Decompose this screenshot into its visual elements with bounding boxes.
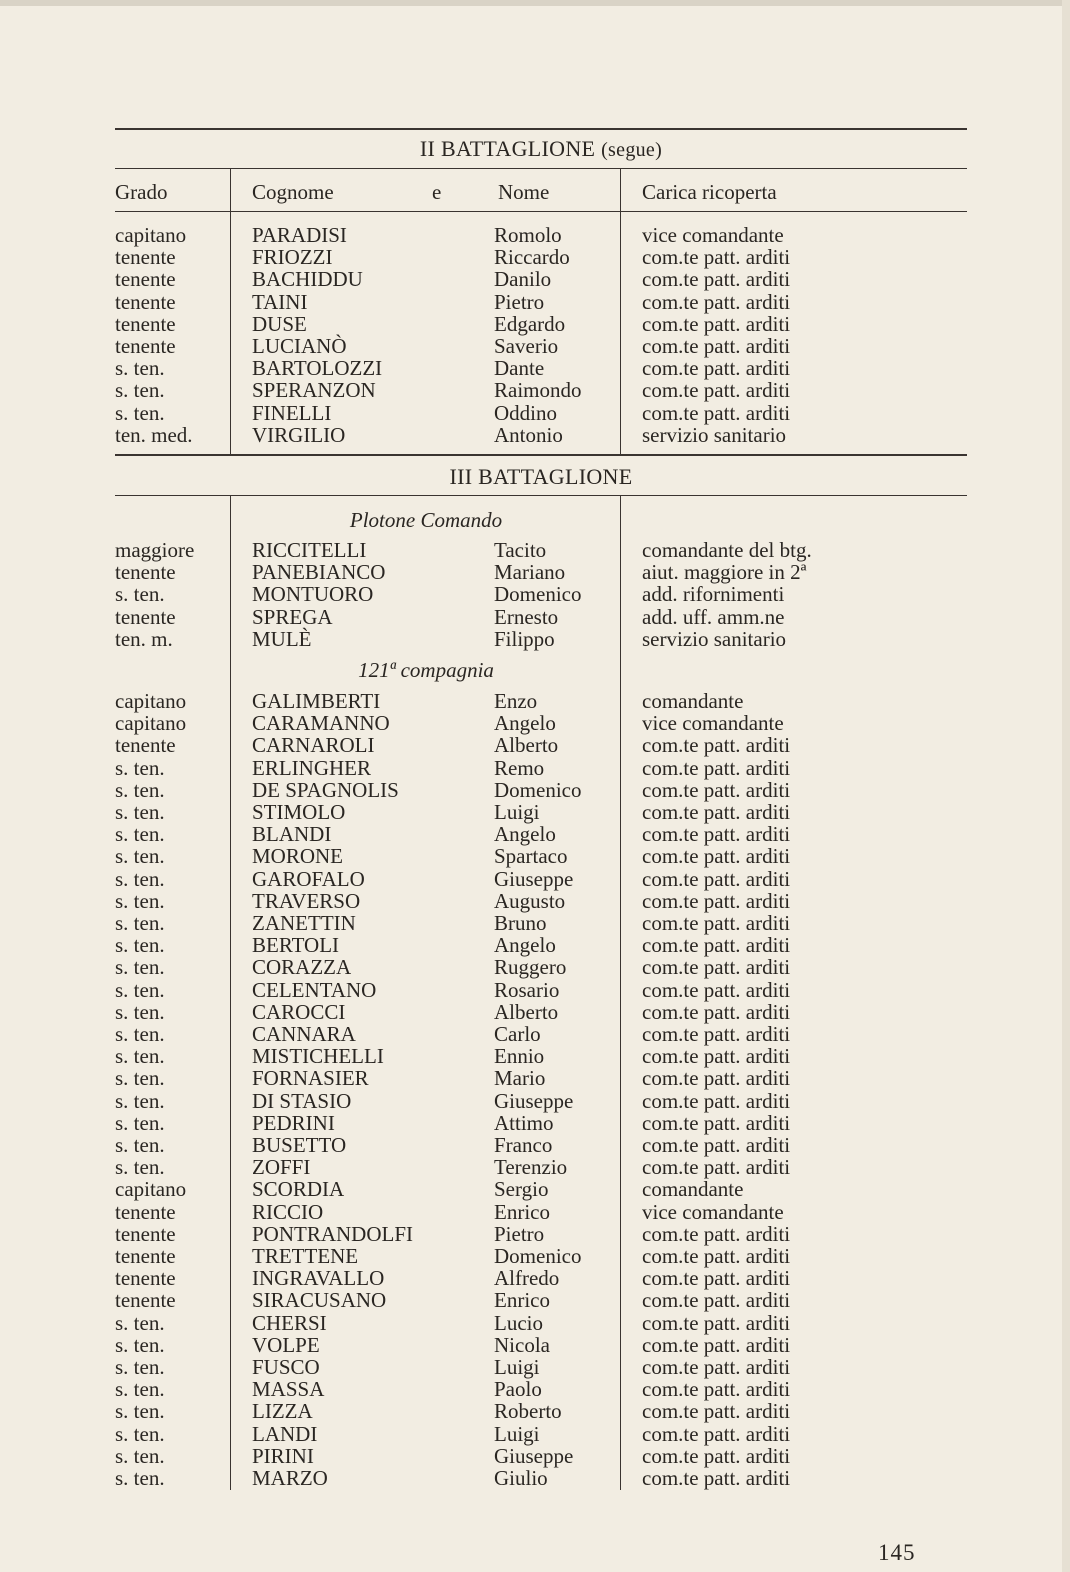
table-row <box>0 779 1070 801</box>
page-edge <box>0 0 1070 6</box>
cognome-cell: MORONE <box>252 844 344 869</box>
table-row <box>0 1334 1070 1356</box>
grado-cell: s. ten. <box>115 866 165 891</box>
nome-cell: Luigi <box>494 1421 540 1446</box>
cognome-cell: MARZO <box>252 1466 328 1490</box>
nome-cell: Romolo <box>494 223 562 247</box>
table-row <box>0 1267 1070 1289</box>
subhead-121-compagnia: 121ª compagnia <box>358 658 494 682</box>
grado-cell: tenente <box>115 245 176 270</box>
cognome-cell: TAINI <box>252 289 308 314</box>
grado-cell: s. ten. <box>115 1466 165 1490</box>
rule-header-bottom <box>115 211 967 212</box>
nome-cell: Oddino <box>494 400 557 425</box>
cognome-cell: MISTICHELLI <box>252 1044 384 1069</box>
grado-cell: s. ten. <box>115 400 165 425</box>
table-row <box>0 561 1070 583</box>
table-row <box>0 1356 1070 1378</box>
table-row <box>0 539 1070 561</box>
cognome-cell: PIRINI <box>252 1443 314 1468</box>
table-row <box>0 801 1070 823</box>
nome-cell: Lucio <box>494 1310 543 1335</box>
nome-cell: Carlo <box>494 1022 541 1046</box>
carica-cell: com.te patt. arditi <box>642 334 791 358</box>
cognome-cell: PONTRANDOLFI <box>252 1221 414 1246</box>
table-row <box>0 1201 1070 1223</box>
table-row <box>0 1400 1070 1422</box>
nome-cell: Angelo <box>494 822 556 847</box>
grado-cell: ten. m. <box>115 626 173 651</box>
cognome-cell: LUCIANÒ <box>252 334 347 358</box>
table-row <box>0 246 1070 268</box>
cognome-cell: MASSA <box>252 1377 325 1402</box>
carica-cell: com.te patt. arditi <box>642 977 791 1002</box>
cognome-cell: BERTOLI <box>252 933 340 958</box>
nome-cell: Filippo <box>494 626 555 651</box>
grado-cell: s. ten. <box>115 356 165 381</box>
table-row <box>0 1223 1070 1245</box>
carica-cell: servizio sanitario <box>642 626 787 651</box>
nome-cell: Domenico <box>494 1244 582 1268</box>
nome-cell: Pietro <box>494 289 545 314</box>
cognome-cell: CANNARA <box>252 1022 356 1046</box>
carica-cell: com.te patt. arditi <box>642 933 791 958</box>
carica-cell: vice comandante <box>642 223 784 247</box>
grado-cell: tenente <box>115 289 176 314</box>
grado-cell: s. ten. <box>115 1421 165 1446</box>
nome-cell: Pietro <box>494 1221 545 1246</box>
table-row <box>0 845 1070 867</box>
nome-cell: Riccardo <box>494 245 570 270</box>
table-row <box>0 1378 1070 1400</box>
table-row <box>0 1001 1070 1023</box>
table-row <box>0 606 1070 628</box>
grado-cell: s. ten. <box>115 999 165 1024</box>
nome-cell: Luigi <box>494 1355 540 1379</box>
nome-cell: Bruno <box>494 911 547 935</box>
cognome-cell: ZANETTIN <box>252 911 356 935</box>
carica-cell: com.te patt. arditi <box>642 400 791 425</box>
carica-cell: com.te patt. arditi <box>642 777 791 802</box>
table-row <box>0 424 1070 446</box>
carica-cell: com.te patt. arditi <box>642 1044 791 1069</box>
nome-cell: Alberto <box>494 999 559 1024</box>
grado-cell: s. ten. <box>115 1155 165 1180</box>
cognome-cell: CELENTANO <box>252 977 377 1002</box>
table-row <box>0 712 1070 734</box>
carica-cell: com.te patt. arditi <box>642 1066 791 1091</box>
nome-cell: Sergio <box>494 1177 549 1202</box>
nome-cell: Giuseppe <box>494 1443 574 1468</box>
carica-cell: com.te patt. arditi <box>642 999 791 1024</box>
carica-cell: com.te patt. arditi <box>642 356 791 381</box>
cognome-cell: DE SPAGNOLIS <box>252 777 399 802</box>
header-grado: Grado <box>115 180 168 204</box>
carica-cell: com.te patt. arditi <box>642 1133 791 1157</box>
cognome-cell: DUSE <box>252 311 307 336</box>
carica-cell: com.te patt. arditi <box>642 866 791 891</box>
table-row <box>0 979 1070 1001</box>
grado-cell: s. ten. <box>115 800 165 824</box>
cognome-cell: VIRGILIO <box>252 422 346 447</box>
grado-cell: s. ten. <box>115 1133 165 1157</box>
section-title-suffix: (segue) <box>601 139 663 161</box>
carica-cell: com.te patt. arditi <box>642 1288 791 1313</box>
table-row <box>0 1178 1070 1200</box>
nome-cell: Remo <box>494 755 545 780</box>
carica-cell: com.te patt. arditi <box>642 755 791 780</box>
cognome-cell: GALIMBERTI <box>252 689 381 713</box>
rule-section-divider <box>115 454 967 456</box>
carica-cell: com.te patt. arditi <box>642 844 791 869</box>
cognome-cell: FINELLI <box>252 400 332 425</box>
nome-cell: Angelo <box>494 711 556 736</box>
carica-cell: com.te patt. arditi <box>642 1443 791 1468</box>
grado-cell: s. ten. <box>115 1377 165 1402</box>
nome-cell: Ruggero <box>494 955 567 980</box>
grado-cell: capitano <box>115 689 187 713</box>
cognome-cell: CARNAROLI <box>252 733 375 758</box>
table-row <box>0 379 1070 401</box>
cognome-cell: TRAVERSO <box>252 888 361 913</box>
grado-cell: s. ten. <box>115 378 165 403</box>
table-row <box>0 335 1070 357</box>
cognome-cell: SCORDIA <box>252 1177 345 1202</box>
carica-cell: com.te patt. arditi <box>642 1110 791 1135</box>
grado-cell: tenente <box>115 311 176 336</box>
nome-cell: Enzo <box>494 689 538 713</box>
grado-cell: maggiore <box>115 538 195 562</box>
cognome-cell: ERLINGHER <box>252 755 371 780</box>
carica-cell: comandante <box>642 689 744 713</box>
table-row <box>0 890 1070 912</box>
nome-cell: Attimo <box>494 1110 554 1135</box>
carica-cell: com.te patt. arditi <box>642 955 791 980</box>
nome-cell: Terenzio <box>494 1155 568 1180</box>
table-row <box>0 1156 1070 1178</box>
header-nome: Nome <box>498 180 550 204</box>
grado-cell: s. ten. <box>115 822 165 847</box>
cognome-cell: FORNASIER <box>252 1066 369 1091</box>
grado-cell: s. ten. <box>115 1399 165 1424</box>
nome-cell: Roberto <box>494 1399 562 1424</box>
cognome-cell: ZOFFI <box>252 1155 311 1180</box>
table-row <box>0 1289 1070 1311</box>
table-row <box>0 1467 1070 1489</box>
carica-cell: com.te patt. arditi <box>642 1421 791 1446</box>
table-row <box>0 1312 1070 1334</box>
grado-cell: tenente <box>115 1221 176 1246</box>
nome-cell: Domenico <box>494 582 582 607</box>
grado-cell: tenente <box>115 1266 176 1291</box>
carica-cell: com.te patt. arditi <box>642 378 791 403</box>
nome-cell: Edgardo <box>494 311 566 336</box>
nome-cell: Spartaco <box>494 844 568 869</box>
cognome-cell: FRIOZZI <box>252 245 333 270</box>
grado-cell: s. ten. <box>115 955 165 980</box>
header-carica: Carica ricoperta <box>642 180 777 204</box>
cognome-cell: BLANDI <box>252 822 332 847</box>
grado-cell: s. ten. <box>115 1310 165 1335</box>
carica-cell: com.te patt. arditi <box>642 1221 791 1246</box>
nome-cell: Ernesto <box>494 604 559 629</box>
table-row <box>0 757 1070 779</box>
table-row <box>0 1445 1070 1467</box>
grado-cell: s. ten. <box>115 1443 165 1468</box>
carica-cell: add. rifornimenti <box>642 582 785 607</box>
section-title-ii-battaglione <box>115 136 967 162</box>
table-row <box>0 934 1070 956</box>
cognome-cell: CHERSI <box>252 1310 327 1335</box>
nome-cell: Giuseppe <box>494 1088 574 1113</box>
grado-cell: tenente <box>115 1199 176 1224</box>
table-row <box>0 291 1070 313</box>
cognome-cell: CORAZZA <box>252 955 352 980</box>
grado-cell: s. ten. <box>115 582 165 607</box>
nome-cell: Saverio <box>494 334 559 358</box>
grado-cell: s. ten. <box>115 1110 165 1135</box>
table-row <box>0 1112 1070 1134</box>
page-number: 145 <box>878 1540 916 1565</box>
nome-cell: Dante <box>494 356 545 381</box>
carica-cell: com.te patt. arditi <box>642 1332 791 1357</box>
nome-cell: Raimondo <box>494 378 582 403</box>
table-row <box>0 357 1070 379</box>
carica-cell: com.te patt. arditi <box>642 1155 791 1180</box>
nome-cell: Antonio <box>494 422 563 447</box>
grado-cell: tenente <box>115 1244 176 1268</box>
cognome-cell: VOLPE <box>252 1332 320 1357</box>
table-row <box>0 313 1070 335</box>
nome-cell: Angelo <box>494 933 556 958</box>
carica-cell: com.te patt. arditi <box>642 733 791 758</box>
grado-cell: tenente <box>115 560 176 585</box>
nome-cell: Rosario <box>494 977 560 1002</box>
nome-cell: Enrico <box>494 1288 550 1313</box>
table-row <box>0 1023 1070 1045</box>
table-row <box>0 628 1070 650</box>
cognome-cell: TRETTENE <box>252 1244 359 1268</box>
table-row <box>0 868 1070 890</box>
nome-cell: Mario <box>494 1066 546 1091</box>
header-cognome: Cognome <box>252 180 334 204</box>
grado-cell: s. ten. <box>115 1044 165 1069</box>
carica-cell: vice comandante <box>642 1199 784 1224</box>
carica-cell: com.te patt. arditi <box>642 1310 791 1335</box>
table-row <box>0 1134 1070 1156</box>
carica-cell: com.te patt. arditi <box>642 1266 791 1291</box>
carica-cell: com.te patt. arditi <box>642 1355 791 1379</box>
section-title-text: III BATTAGLIONE <box>449 464 633 489</box>
cognome-cell: BACHIDDU <box>252 267 363 292</box>
cognome-cell: PEDRINI <box>252 1110 335 1135</box>
nome-cell: Tacito <box>494 538 547 562</box>
grado-cell: s. ten. <box>115 1066 165 1091</box>
nome-cell: Franco <box>494 1133 553 1157</box>
carica-cell: comandante <box>642 1177 744 1202</box>
carica-cell: com.te patt. arditi <box>642 1466 791 1490</box>
carica-cell: com.te patt. arditi <box>642 1088 791 1113</box>
cognome-cell: BARTOLOZZI <box>252 356 383 381</box>
grado-cell: s. ten. <box>115 755 165 780</box>
table-row <box>0 1245 1070 1267</box>
cognome-cell: CARAMANNO <box>252 711 390 736</box>
nome-cell: Alberto <box>494 733 559 758</box>
cognome-cell: CAROCCI <box>252 999 346 1024</box>
nome-cell: Paolo <box>494 1377 542 1402</box>
carica-cell: com.te patt. arditi <box>642 289 791 314</box>
cognome-cell: FUSCO <box>252 1355 320 1379</box>
cognome-cell: SIRACUSANO <box>252 1288 387 1313</box>
cognome-cell: LIZZA <box>252 1399 313 1424</box>
carica-cell: com.te patt. arditi <box>642 311 791 336</box>
grado-cell: s. ten. <box>115 844 165 869</box>
cognome-cell: MULÈ <box>252 626 312 651</box>
grado-cell: capitano <box>115 223 187 247</box>
grado-cell: capitano <box>115 1177 187 1202</box>
grado-cell: s. ten. <box>115 1355 165 1379</box>
carica-cell: com.te patt. arditi <box>642 888 791 913</box>
nome-cell: Alfredo <box>494 1266 560 1291</box>
table-row <box>0 1067 1070 1089</box>
table-row <box>0 823 1070 845</box>
table-row <box>0 690 1070 712</box>
grado-cell: capitano <box>115 711 187 736</box>
table-row <box>0 1090 1070 1112</box>
carica-cell: com.te patt. arditi <box>642 800 791 824</box>
grado-cell: tenente <box>115 334 176 358</box>
rule-top <box>115 128 967 130</box>
cognome-cell: PANEBIANCO <box>252 560 386 585</box>
nome-cell: Luigi <box>494 800 540 824</box>
carica-cell: com.te patt. arditi <box>642 911 791 935</box>
nome-cell: Danilo <box>494 267 552 292</box>
table-row <box>0 402 1070 424</box>
carica-cell: com.te patt. arditi <box>642 1377 791 1402</box>
cognome-cell: MONTUORO <box>252 582 374 607</box>
grado-cell: s. ten. <box>115 888 165 913</box>
nome-cell: Giulio <box>494 1466 548 1490</box>
nome-cell: Enrico <box>494 1199 550 1224</box>
carica-cell: com.te patt. arditi <box>642 1399 791 1424</box>
cognome-cell: RICCIO <box>252 1199 324 1224</box>
grado-cell: s. ten. <box>115 777 165 802</box>
grado-cell: tenente <box>115 267 176 292</box>
grado-cell: s. ten. <box>115 911 165 935</box>
grado-cell: s. ten. <box>115 933 165 958</box>
carica-cell: com.te patt. arditi <box>642 1244 791 1268</box>
section-title-text: II BATTAGLIONE <box>419 136 596 161</box>
grado-cell: s. ten. <box>115 1022 165 1046</box>
grado-cell: tenente <box>115 604 176 629</box>
carica-cell: aiut. maggiore in 2ª <box>642 560 807 585</box>
table-row <box>0 1423 1070 1445</box>
carica-cell: com.te patt. arditi <box>642 1022 791 1046</box>
carica-cell: com.te patt. arditi <box>642 822 791 847</box>
table-row <box>0 224 1070 246</box>
section-title-iii-battaglione <box>115 464 967 490</box>
cognome-cell: SPERANZON <box>252 378 376 403</box>
carica-cell: comandante del btg. <box>642 538 812 562</box>
nome-cell: Nicola <box>494 1332 550 1357</box>
nome-cell: Giuseppe <box>494 866 574 891</box>
cognome-cell: GAROFALO <box>252 866 365 891</box>
cognome-cell: SPREGA <box>252 604 333 629</box>
carica-cell: com.te patt. arditi <box>642 267 791 292</box>
table-row <box>0 1045 1070 1067</box>
grado-cell: tenente <box>115 1288 176 1313</box>
cognome-cell: PARADISI <box>252 223 347 247</box>
cognome-cell: INGRAVALLO <box>252 1266 385 1291</box>
grado-cell: s. ten. <box>115 977 165 1002</box>
cognome-cell: BUSETTO <box>252 1133 347 1157</box>
nome-cell: Augusto <box>494 888 566 913</box>
cognome-cell: DI STASIO <box>252 1088 352 1113</box>
grado-cell: tenente <box>115 733 176 758</box>
table-row <box>0 583 1070 605</box>
carica-cell: com.te patt. arditi <box>642 245 791 270</box>
nome-cell: Domenico <box>494 777 582 802</box>
table-row <box>0 734 1070 756</box>
cognome-cell: STIMOLO <box>252 800 346 824</box>
carica-cell: vice comandante <box>642 711 784 736</box>
subhead-plotone-comando: Plotone Comando <box>349 508 503 532</box>
table-row <box>0 912 1070 934</box>
rule-header-top <box>115 168 967 169</box>
table-row <box>0 956 1070 978</box>
grado-cell: s. ten. <box>115 1088 165 1113</box>
carica-cell: add. uff. amm.ne <box>642 604 785 629</box>
header-e: e <box>432 180 442 204</box>
carica-cell: servizio sanitario <box>642 422 787 447</box>
cognome-cell: RICCITELLI <box>252 538 367 562</box>
nome-cell: Ennio <box>494 1044 545 1069</box>
nome-cell: Mariano <box>494 560 566 585</box>
table-row <box>0 268 1070 290</box>
grado-cell: s. ten. <box>115 1332 165 1357</box>
grado-cell: ten. med. <box>115 422 193 447</box>
cognome-cell: LANDI <box>252 1421 318 1446</box>
rule-section-ii-top <box>115 495 967 496</box>
